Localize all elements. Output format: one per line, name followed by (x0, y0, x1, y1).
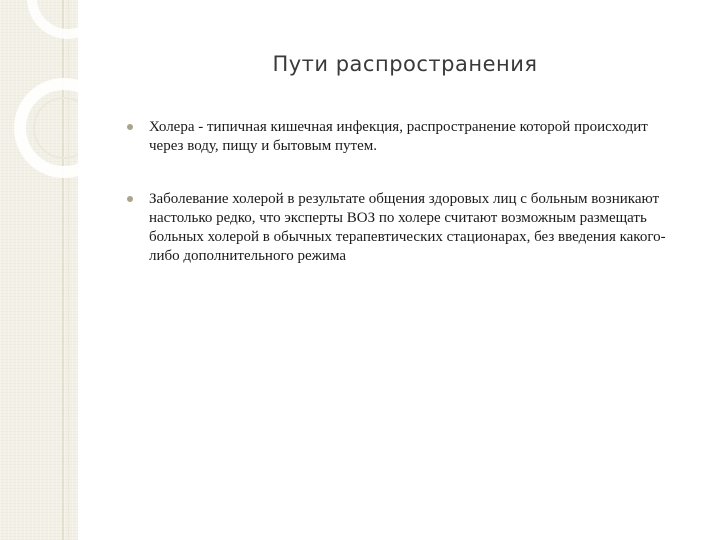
bullet-list (125, 118, 670, 300)
bullet-text: Заболевание холерой в результате общения здоровых лиц с больным возникают настолько редко, что эксперты ВОЗ по холере считают возможным размещать больных холерой в обычных терапевтических стационарах, без введения какого-либо дополнительного режима (149, 191, 666, 264)
side-decor-panel (0, 0, 78, 540)
bullet-text: Холера - типичная кишечная инфекция, распространение которой происходит через воду, пищу и бытовым путем. (149, 119, 648, 154)
slide-title: Пути распространения (272, 52, 538, 76)
bullet-dot-icon (127, 124, 133, 130)
decorative-rings-icon (0, 0, 78, 540)
bullet-item (125, 118, 670, 156)
bullet-item (125, 190, 670, 266)
bullet-dot-icon (127, 196, 133, 202)
